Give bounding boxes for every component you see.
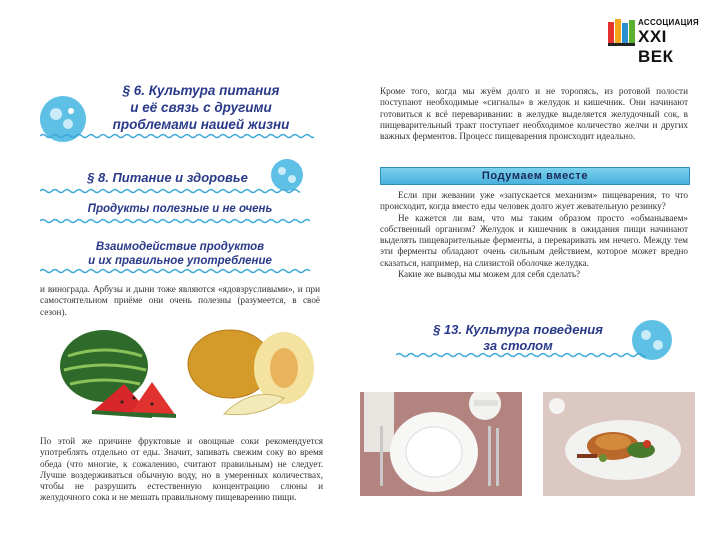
think-together-bar: Подумаем вместе xyxy=(380,167,690,185)
paragraph: Не кажется ли вам, что мы таким образом просто «обманываем» собственный организм? Желудок и кишечник в ожидания пищи начинают выделять пищеварительные ферменты, а переваривать им нечего. Между тем эти ферменты обладают очень сильным действием, которое может вредно сказаться, например, на слизистой оболочке желудка. xyxy=(380,212,688,268)
section-13-heading: § 13. Культура поведения за столом xyxy=(433,322,603,353)
table-setting-photo xyxy=(360,392,522,496)
association-logo xyxy=(608,16,700,66)
water-splash-icon xyxy=(270,158,304,192)
watermelon-melon-illustration xyxy=(52,326,322,426)
think-together-text xyxy=(380,190,688,280)
interaction-heading: Взаимодействие продуктов и их правильное употребление xyxy=(88,241,272,267)
food-dish-photo xyxy=(543,392,695,496)
paragraph: Если при жевании уже «запускается механизм» пищеварения, то что происходит, когда вместо еды человек долго жует жевательную резинку? xyxy=(380,190,688,212)
useful-products-heading: Продукты полезные и не очень xyxy=(87,203,273,215)
logo-bottom-text: XXI ВЕК xyxy=(638,27,674,66)
paragraph: Какие же выводы мы можем для себя сделать? xyxy=(398,269,581,280)
left-text-bottom: По этой же причине фруктовые и овощные соки рекомендуется употреблять отдельно от еды. Значит, запивать свежим соку во время обеда (что многие, к сожалению, считают правильным) не следует. Лучше воздерживаться обычную воду, но в умеренных количествах, чтобы не разрушить естественную концентрацию слюны и желудочного сока и не мешать правильному пищеварению пищи. xyxy=(40,436,323,503)
wave-divider xyxy=(40,218,310,224)
left-text-top: и винограда. Арбузы и дыни тоже являются «ядовзрусливыми», и при самостоятельном приёме они очень полезны (разумеется, в своё сезон). xyxy=(40,284,320,317)
right-text-top: Кроме того, когда мы жуём долго и не торопясь, из ротовой полости поступают необходимые «сигналы» в желудок и кишечник. Они начинают готовиться к всё переваривании: в желудке выделяется желудочный сок, в пищеварительный тракт поступает необходимое количество желчи и других важных ферментов. Процесс пищеварения происходит идеально. xyxy=(380,86,688,142)
books-logo-icon xyxy=(608,16,636,46)
logo-top-text: АССОЦИАЦИЯ xyxy=(638,18,699,27)
wave-divider xyxy=(396,352,646,358)
wave-divider xyxy=(40,133,314,139)
wave-divider xyxy=(40,268,310,274)
section-8-heading: § 8. Питание и здоровье xyxy=(87,170,248,185)
wave-divider xyxy=(40,188,300,194)
section-6-heading: § 6. Культура питания и её связь с другими проблемами нашей жизни xyxy=(112,83,290,132)
